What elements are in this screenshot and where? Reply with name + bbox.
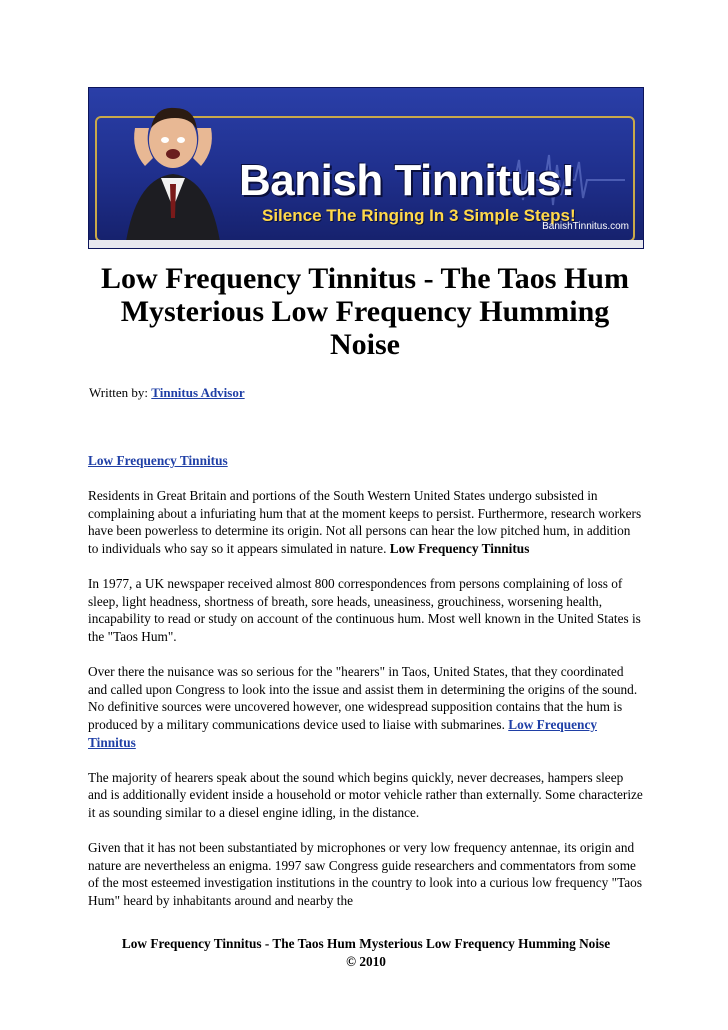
author-link[interactable]: Tinnitus Advisor xyxy=(151,385,245,400)
inline-keyword-link[interactable]: Low Frequency Tinnitus xyxy=(88,716,598,750)
paragraph-5: Given that it has not been substantiated by microphones or very low frequency antennae, its origin and nature are nevertheless an enigma. 1997 saw Congress guide researchers and commentators from some of the most esteemed investigation institutions in the country to look into a curious low frequency "Taos Hum" heard by inhabitants around and nearby the xyxy=(88,840,643,908)
byline xyxy=(89,385,245,401)
banner-title: Banish Tinnitus! xyxy=(239,156,575,205)
banner-subtitle: Silence The Ringing In 3 Simple Steps! xyxy=(262,206,576,225)
section-heading-link[interactable]: Low Frequency Tinnitus xyxy=(88,453,228,468)
page-footer xyxy=(88,935,644,970)
paragraph-1-text: Residents in Great Britain and portions of the South Western United States undergo subsisted in complaining about a infuriating hum that at the moment keeps to persist. Furthermore, research workers have been powerless to determine its origin. Not all persons can hear the low pitched hum, in addition to individuals who say so it appears simulated in nature. xyxy=(88,488,642,556)
title-line-2: Mysterious Low Frequency Humming xyxy=(120,295,610,328)
title-line-3: Noise xyxy=(330,328,400,361)
paragraph-1-keyword: Low Frequency Tinnitus xyxy=(389,540,530,556)
distressed-man-image xyxy=(95,88,245,248)
paragraph-3 xyxy=(88,663,644,751)
banner-bottom-bar xyxy=(89,240,643,248)
byline-prefix: Written by: xyxy=(89,385,149,400)
page-title xyxy=(88,262,642,361)
paragraph-3-text: Over there the nuisance was so serious for the "hearers" in Taos, United States, that they coordinated and called upon Congress to look into the issue and assist them in determining the origins of the sound. No definitive sources were uncovered however, one widespread supposition contains that the hum is produced by a military communications device used to liaise with submarines. xyxy=(88,664,638,732)
banner-site-name: BanishTinnitus.com xyxy=(542,221,629,232)
footer-copyright: © 2010 xyxy=(346,953,386,969)
footer-title: Low Frequency Tinnitus - The Taos Hum Mysterious Low Frequency Humming Noise xyxy=(121,936,611,951)
header-banner xyxy=(88,87,644,249)
paragraph-2: In 1977, a UK newspaper received almost 800 correspondences from persons complaining of loss of sleep, light headness, shortness of breath, sore heads, uneasiness, grouchiness, worsening health, incapability to read or study on account of the continuous hum. Most well known in the United States is the "Taos Hum". xyxy=(88,576,641,644)
title-line-1: Low Frequency Tinnitus - The Taos Hum xyxy=(101,262,629,295)
paragraph-1 xyxy=(88,487,644,557)
article-body xyxy=(88,452,644,927)
paragraph-4: The majority of hearers speak about the sound which begins quickly, never decreases, hampers sleep and is additionally evident inside a household or motor vehicle rather than externally. Some characterize it as sounding similar to a diesel engine idling, in the distance. xyxy=(88,769,643,820)
